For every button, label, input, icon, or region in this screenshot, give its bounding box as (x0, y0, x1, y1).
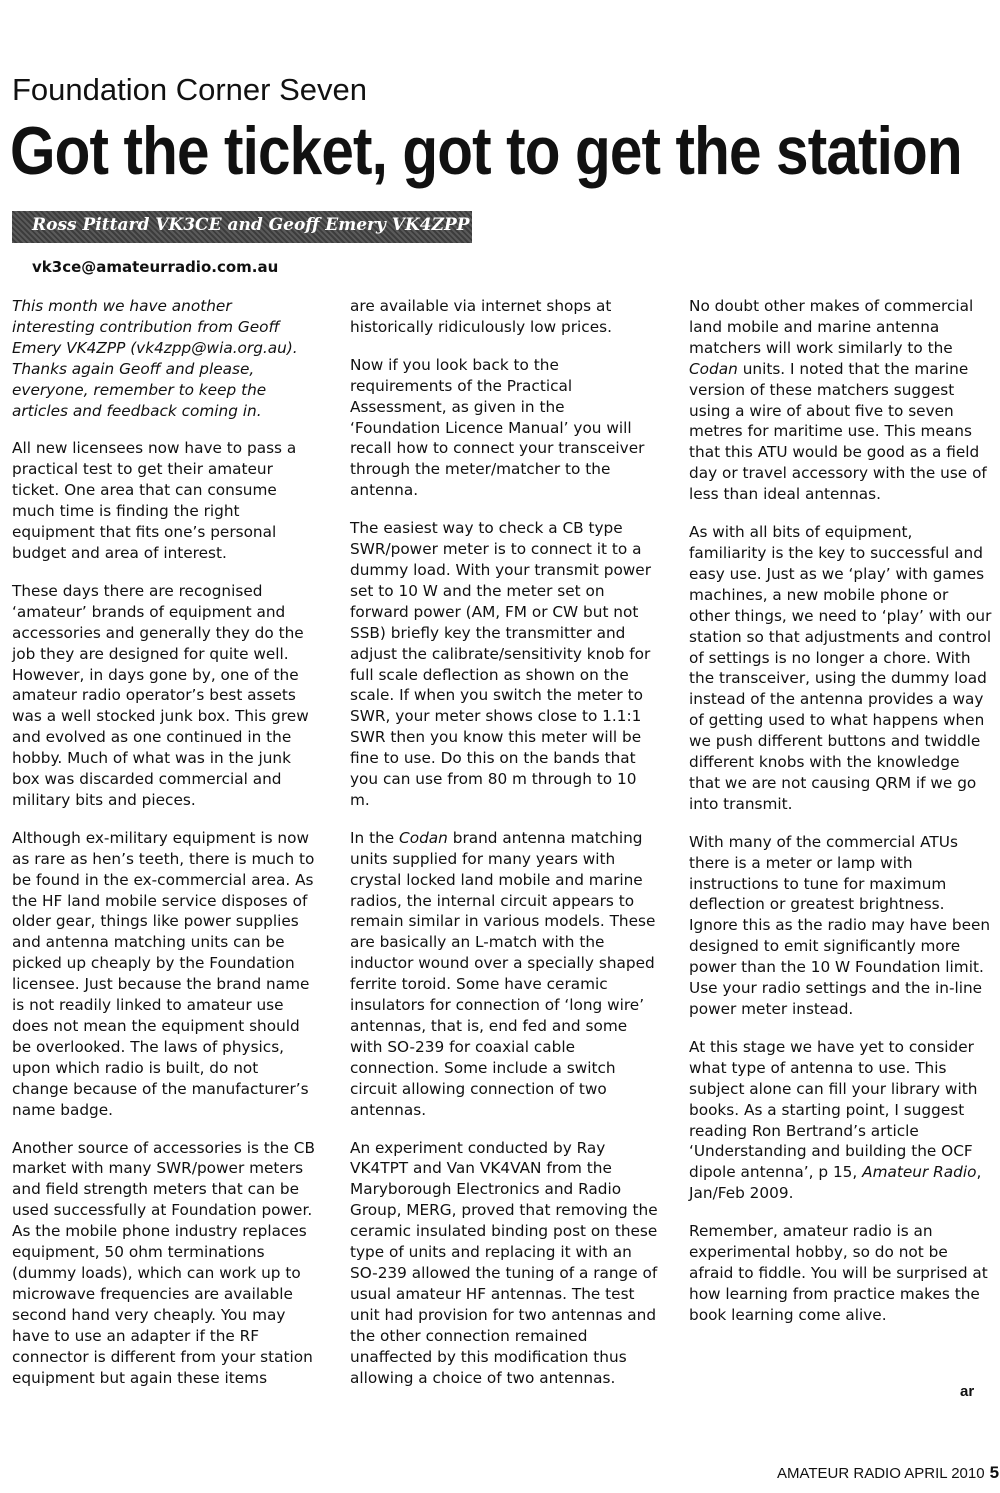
brand-name: Codan (399, 828, 448, 847)
column-1 (12, 296, 317, 1405)
body-paragraph: Remember, amateur radio is an experimental hobby, so do not be afraid to fiddle. You will be surprised at how learning from practice makes the book learning come alive. (689, 1222, 988, 1324)
body-paragraph: With many of the commercial ATUs there is a meter or lamp with instructions to tune for maximum deflection or greatest brightness. Ignore this as the radio may have been designed to emit significantly more power than the 10 W Foundation limit. Use your radio settings and the in-line power meter instead. (689, 832, 991, 1018)
body-paragraph (689, 296, 992, 505)
body-paragraph: An experiment conducted by Ray VK4TPT and Van VK4VAN from the Maryborough Electronics and Radio Group, MERG, proved that removing the ceramic insulated binding post on these type of units and replacing it with an SO-239 allowed the tuning of a range of usual amateur HF antennas. The test unit had provision for two antennas and the other connection remained unaffected by this modification thus allowing a choice of two antennas. (350, 1138, 658, 1387)
end-mark: ar (960, 1383, 975, 1400)
column-3 (689, 296, 992, 1343)
article-headline: Got the ticket, got to get the station (10, 113, 962, 189)
page-number: 5 (989, 1463, 1000, 1482)
body-paragraph: Although ex-military equipment is now as rare as hen’s teeth, there is much to be found in the ex-commercial area. As the HF land mobile service disposes of older gear, things like power supplies and antenna matching units can be picked up cheaply by the Foundation licensee. Just because the brand name is not readily linked to amateur use does not mean the equipment should be overlooked. The laws of physics, upon which radio is built, do not change because of the manufacturer’s name badge. (12, 828, 315, 1119)
text-run: units. I noted that the marine version of these matchers suggest using a wire of about five to seven metres for maritime use. This means that this ATU would be good as a field day or travel accessory with the use of less than ideal antennas. (689, 359, 987, 504)
author-email: vk3ce@amateurradio.com.au (32, 258, 279, 276)
text-run: , Jan/Feb 2009. (689, 1163, 982, 1203)
byline-banner (12, 211, 472, 243)
body-paragraph: Another source of accessories is the CB market with many SWR/power meters and field strength meters that can be used successfully at Foundation power. As the mobile phone industry replaces equipment, 50 ohm terminations (dummy loads), which can work up to microwave frequencies are available second hand very cheaply. You may have to use an adapter if the RF connector is different from your station equipment but again these items (12, 1138, 315, 1387)
page-footer (777, 1463, 999, 1483)
body-paragraph: All new licensees now have to pass a practical test to get their amateur ticket. One area that can consume much time is finding the right equipment that fits one’s personal budget and area of interest. (12, 439, 297, 562)
body-paragraph (689, 1037, 992, 1204)
body-paragraph: The easiest way to check a CB type SWR/power meter is to connect it to a dummy load. With your transmit power set to 10 W and the meter set on forward power (AM, FM or CW but not SSB) briefly key the transmitter and adjust the calibrate/sensitivity knob for full scale deflection as shown on the scale. If when you switch the meter to SWR, your meter shows close to 1.1:1 SWR then you know this meter will be fine to use. Do this on the bands that you can use from 80 m through to 10 m. (350, 519, 652, 809)
body-paragraph: These days there are recognised ‘amateur’ brands of equipment and accessories and generally they do the job they are designed for quite well. However, in days gone by, one of the amateur radio operator’s best assets was a well stocked junk box. This grew and evolved as one continued in the hobby. Much of what was in the junk box was discarded commercial and military bits and pieces. (12, 581, 309, 809)
body-paragraph: Now if you look back to the requirements of the Practical Assessment, as given in the ‘Foundation Licence Manual’ you will recall how to connect your transceiver through the meter/matcher to the antenna. (350, 355, 645, 500)
column-2 (350, 296, 658, 1405)
brand-name: Codan (689, 359, 738, 378)
body-paragraph: are available via internet shops at historically ridiculously low prices. (350, 297, 612, 336)
body-paragraph: As with all bits of equipment, familiarity is the key to successful and easy use. Just as we ‘play’ with games machines, a new mobile phone or other things, we need to ‘play’ with our station so that adjustments and control of settings is no longer a chore. With the transceiver, using the dummy load instead of the antenna provides a way of getting used to what happens when we push different buttons and twiddle different knobs with the knowledge that we are not causing QRM if we go into transmit. (689, 523, 992, 813)
text-run: In the (350, 828, 400, 847)
journal-title: Amateur Radio (862, 1163, 977, 1182)
text-run: At this stage we have yet to consider what type of antenna to use. This subject alone can fill your library with books. As a starting point, I suggest reading Ron Bertrand’s article ‘Understanding and building the OCF dipole antenna’, p 15, (689, 1037, 978, 1182)
text-run: brand antenna matching units supplied for many years with crystal locked land mobile and marine radios, the internal circuit appears to remain similar in various models. These are basically an L-match with the inductor wound over a specially shaped ferrite toroid. Some have ceramic insulators for connection of ‘long wire’ antennas, that is, end fed and some with SO-239 for coaxial cable connection. Some include a switch circuit allowing connection of two antennas. (350, 828, 656, 1119)
section-kicker: Foundation Corner Seven (12, 72, 368, 107)
footer-publication: AMATEUR RADIO APRIL 2010 (777, 1465, 985, 1482)
intro-paragraph: This month we have another interesting contribution from Geoff Emery VK4ZPP (vk4zpp@wia.org.au). Thanks again Geoff and please, everyone, remember to keep the articles and feedback coming in. (12, 297, 298, 420)
body-paragraph (350, 828, 658, 1121)
byline-authors: Ross Pittard VK3CE and Geoff Emery VK4ZPP (32, 215, 470, 235)
text-run: No doubt other makes of commercial land mobile and marine antenna matchers will work similarly to the (689, 297, 974, 357)
